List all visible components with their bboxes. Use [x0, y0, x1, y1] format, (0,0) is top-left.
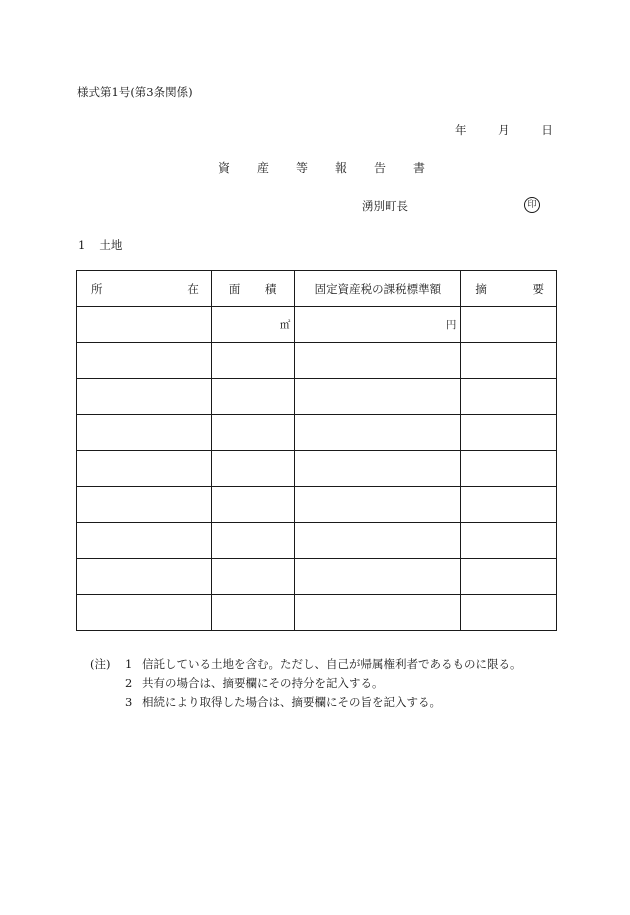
cell-remarks[interactable]: [461, 487, 557, 523]
section-heading: [78, 237, 122, 253]
cell-location[interactable]: [77, 595, 212, 631]
cell-remarks[interactable]: [461, 415, 557, 451]
cell-assessed-value[interactable]: [295, 559, 461, 595]
date-day-label: 日: [541, 123, 553, 137]
addressee: 湧別町長: [362, 199, 408, 213]
table-row: [77, 451, 557, 487]
cell-area[interactable]: [211, 415, 295, 451]
cell-location[interactable]: [77, 415, 212, 451]
cell-remarks[interactable]: [461, 451, 557, 487]
document-title: 資産等報告書: [218, 161, 453, 175]
table-row: [77, 307, 557, 343]
cell-location[interactable]: [77, 379, 212, 415]
value-unit: 円: [445, 319, 457, 331]
header-assessed-value: 固定資産税の課税標準額: [295, 271, 461, 307]
area-unit: ㎡: [279, 319, 291, 331]
table-row: [77, 379, 557, 415]
cell-assessed-value[interactable]: [295, 595, 461, 631]
note-text: 相続により取得した場合は、摘要欄にその旨を記入する。: [142, 695, 441, 709]
header-remarks: 摘 要: [461, 271, 557, 307]
cell-area[interactable]: [211, 343, 295, 379]
note-text: 共有の場合は、摘要欄にその持分を記入する。: [142, 676, 384, 690]
cell-remarks[interactable]: [461, 559, 557, 595]
header-location: 所 在: [77, 271, 212, 307]
note-item: 3 相続により取得した場合は、摘要欄にその旨を記入する。: [90, 693, 522, 712]
cell-remarks[interactable]: [461, 379, 557, 415]
table-header-row: [77, 271, 557, 307]
cell-area[interactable]: [211, 307, 295, 343]
cell-remarks[interactable]: [461, 343, 557, 379]
table-row: [77, 523, 557, 559]
date-year-label: 年: [455, 123, 467, 137]
cell-area[interactable]: [211, 595, 295, 631]
cell-remarks[interactable]: [461, 523, 557, 559]
form-number: 様式第1号(第3条関係): [77, 85, 193, 99]
cell-assessed-value[interactable]: [295, 523, 461, 559]
table-row: [77, 415, 557, 451]
cell-area[interactable]: [211, 379, 295, 415]
cell-assessed-value[interactable]: [295, 379, 461, 415]
date-line: [455, 122, 553, 138]
table-row: [77, 487, 557, 523]
note-text: 信託している土地を含む。ただし、自己が帰属権利者であるものに限る。: [142, 657, 522, 671]
cell-remarks[interactable]: [461, 595, 557, 631]
cell-location[interactable]: [77, 451, 212, 487]
cell-remarks[interactable]: [461, 307, 557, 343]
cell-location[interactable]: [77, 487, 212, 523]
seal-mark: 印: [524, 197, 540, 213]
cell-assessed-value[interactable]: [295, 451, 461, 487]
cell-area[interactable]: [211, 559, 295, 595]
cell-area[interactable]: [211, 523, 295, 559]
cell-area[interactable]: [211, 451, 295, 487]
cell-location[interactable]: [77, 343, 212, 379]
date-month-label: 月: [498, 123, 510, 137]
header-area: 面 積: [211, 271, 295, 307]
cell-assessed-value[interactable]: [295, 415, 461, 451]
table-row: [77, 595, 557, 631]
cell-area[interactable]: [211, 487, 295, 523]
section-number: 1: [78, 238, 86, 252]
cell-location[interactable]: [77, 307, 212, 343]
note-item: (注) 1 信託している土地を含む。ただし、自己が帰属権利者であるものに限る。: [90, 655, 522, 674]
notes: [90, 655, 522, 712]
cell-location[interactable]: [77, 523, 212, 559]
cell-assessed-value[interactable]: [295, 487, 461, 523]
cell-assessed-value[interactable]: [295, 343, 461, 379]
cell-location[interactable]: [77, 559, 212, 595]
note-item: 2 共有の場合は、摘要欄にその持分を記入する。: [90, 674, 522, 693]
section-title: 土地: [99, 238, 123, 252]
notes-label: (注): [90, 657, 111, 671]
cell-assessed-value[interactable]: [295, 307, 461, 343]
table-row: [77, 343, 557, 379]
land-table: [76, 270, 557, 631]
table-row: [77, 559, 557, 595]
